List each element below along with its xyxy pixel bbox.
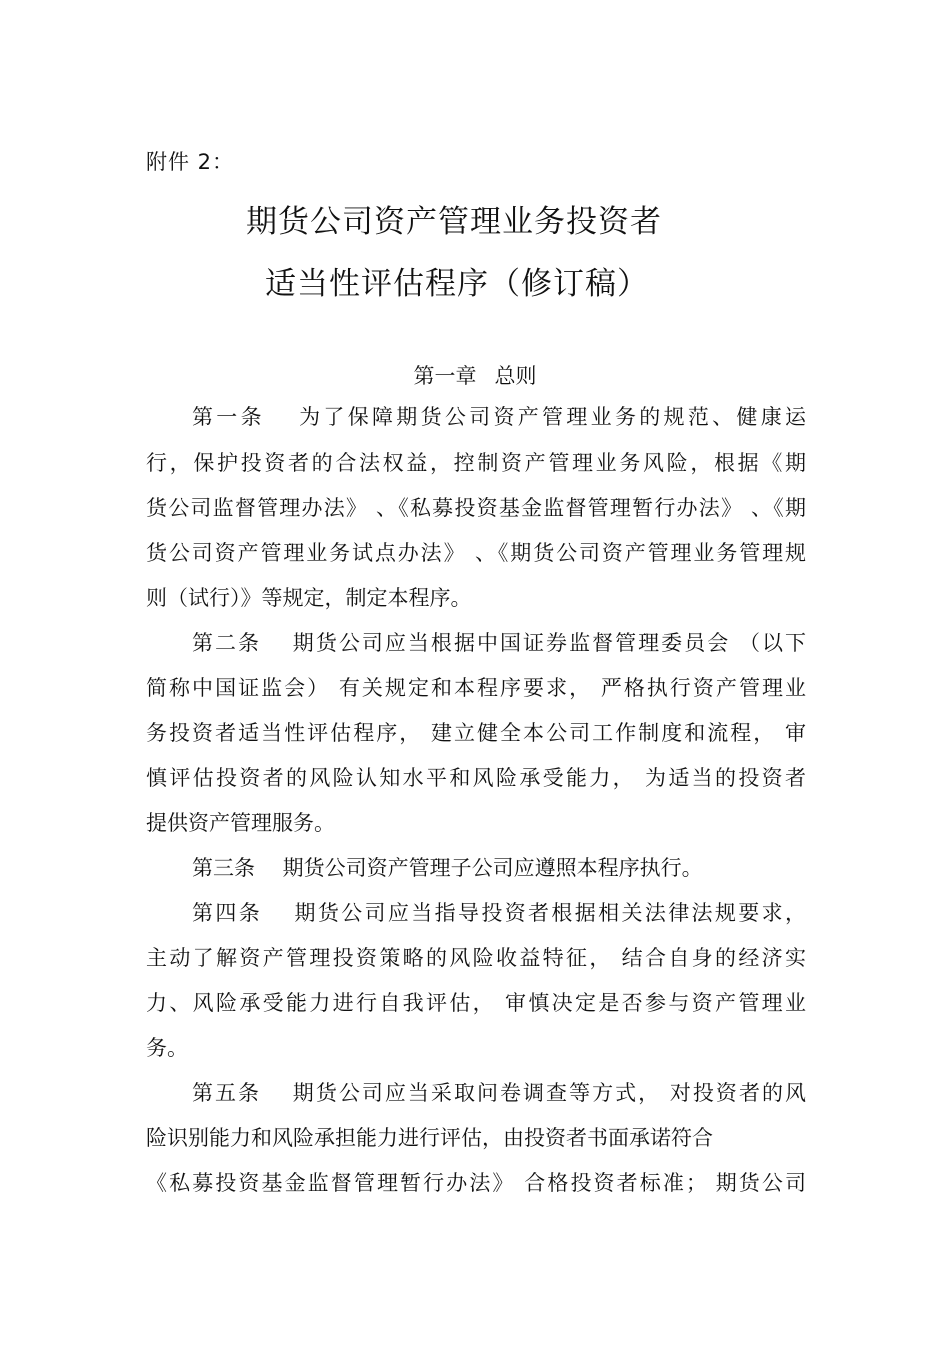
body-line: 务投资者适当性评估程序， 建立健全本公司工作制度和流程， 审 [146, 721, 806, 745]
body-line: 力、风险承受能力进行自我评估， 审慎决定是否参与资产管理业 [146, 991, 806, 1015]
body-line: 务。 [146, 1036, 188, 1060]
body-line: 险识别能力和风险承担能力进行评估，由投资者书面承诺符合 [146, 1126, 713, 1150]
chapter-name: 总则 [494, 364, 537, 388]
document-title-line-1: 期货公司资产管理业务投资者 [246, 204, 662, 240]
body-line: 货公司监督管理办法》 、《私募投资基金监督管理暂行办法》 、《期 [146, 496, 806, 520]
body-line: 货公司资产管理业务试点办法》 、《期货公司资产管理业务管理规 [146, 541, 806, 565]
body-line: 第三条 期货公司资产管理子公司应遵照本程序执行。 [192, 856, 703, 880]
body-line: 《私募投资基金监督管理暂行办法》 合格投资者标准； 期货公司 [146, 1171, 806, 1195]
chapter-heading [0, 360, 950, 390]
body-line: 第五条 期货公司应当采取问卷调查等方式， 对投资者的风 [192, 1081, 806, 1105]
body-line: 简称中国证监会） 有关规定和本程序要求， 严格执行资产管理业 [146, 676, 806, 700]
chapter-number: 第一章 [413, 364, 477, 388]
body-line: 慎评估投资者的风险认知水平和风险承受能力， 为适当的投资者 [146, 766, 806, 790]
body-line: 主动了解资产管理投资策略的风险收益特征， 结合自身的经济实 [146, 946, 806, 970]
annex-label: 附件 2： [146, 150, 235, 174]
body-line: 第四条 期货公司应当指导投资者根据相关法律法规要求， [192, 901, 806, 925]
body-line: 第一条 为了保障期货公司资产管理业务的规范、健康运 [192, 405, 806, 429]
body-line: 则（试行）》等规定，制定本程序。 [146, 586, 472, 610]
body-line: 行，保护投资者的合法权益，控制资产管理业务风险，根据《期 [146, 451, 806, 475]
document-title-line-2: 适当性评估程序（修订稿） [265, 266, 649, 302]
body-line: 提供资产管理服务。 [146, 811, 335, 835]
body-line: 第二条 期货公司应当根据中国证券监督管理委员会 （以下 [192, 631, 806, 655]
